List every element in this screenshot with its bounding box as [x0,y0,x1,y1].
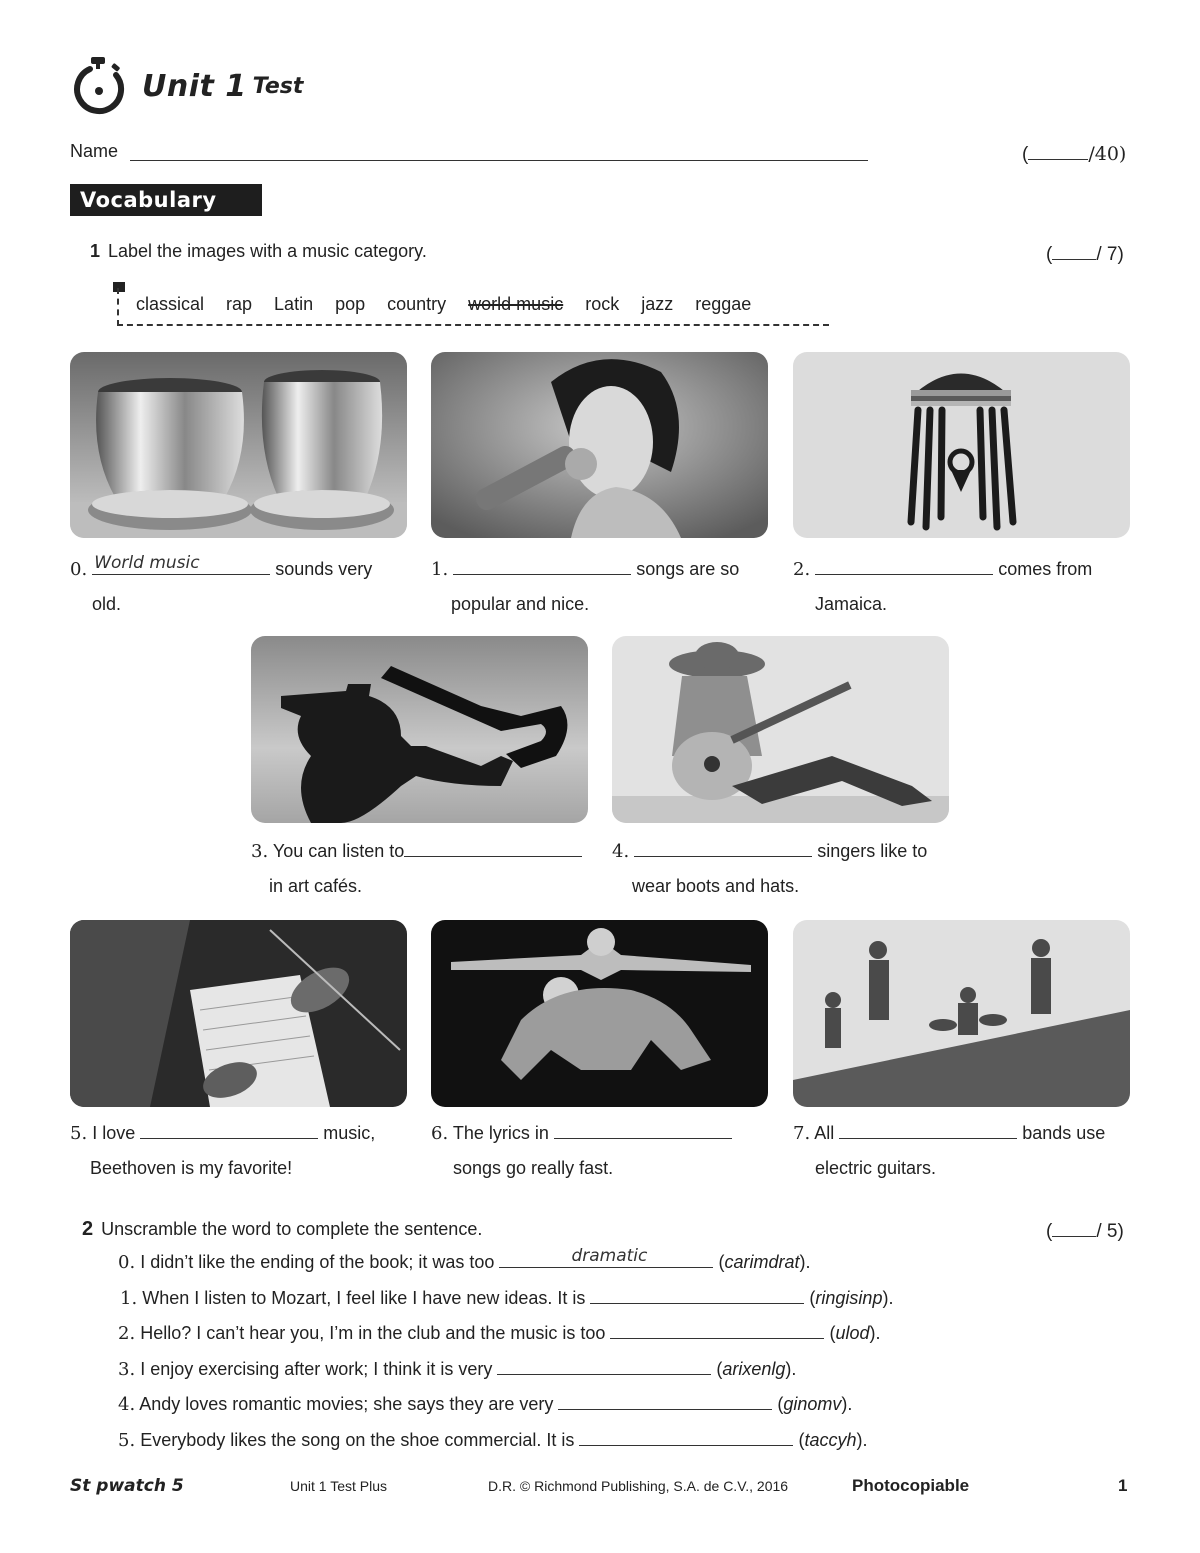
exercise1-instruction: 1 Label the images with a music category. [90,241,427,261]
item-5-blank[interactable] [140,1118,318,1139]
total-score: ( /40) [1022,143,1127,165]
section-title: Vocabulary [70,184,262,216]
word-bank-item: jazz [641,294,674,314]
hip-hop-dancers-image [431,920,768,1107]
word-bank-item-struck: world music [468,294,564,314]
name-field[interactable] [130,160,868,161]
page-header [70,56,303,116]
name-label: Name [70,141,119,161]
word-bank-item: rap [226,294,253,314]
page-title: Unit 1 [142,68,247,104]
stopwatch-icon [70,57,128,115]
word-bank-item: classical [136,294,205,314]
footer-brand-logo: St pwatch 5 [70,1476,184,1496]
word-bank-item: country [387,294,447,314]
item-2-caption: 2. comes from Jamaica. [793,552,1130,622]
word-bank-item: rock [585,294,620,314]
total-score-blank[interactable] [1028,141,1088,160]
exercise2-item-1: 1. When I listen to Mozart, I feel like I have new ideas. It is (ringisinp). [120,1281,893,1317]
exercise2-item-4-blank[interactable] [558,1389,772,1410]
item-6-blank[interactable] [554,1118,732,1139]
exercise2-instruction: 2 Unscramble the word to complete the sentence. [82,1218,483,1240]
item-4-blank[interactable] [634,836,812,857]
country-guitarist-image [612,636,949,823]
exercise2-item-5-blank[interactable] [579,1425,793,1446]
rock-band-silhouette-image [793,920,1130,1107]
exercise2-item-5: 5. Everybody likes the song on the shoe commercial. It is (taccyh). [118,1423,867,1459]
word-bank-item: reggae [695,294,752,314]
exercise2-item-3-blank[interactable] [497,1354,711,1375]
item-6-caption: 6. The lyrics in songs go really fast. [431,1116,768,1186]
word-bank-item: pop [335,294,366,314]
item-2-blank[interactable] [815,554,993,575]
item-3-caption: 3. You can listen to in art cafés. [251,834,588,904]
exercise2-item-3: 3. I enjoy exercising after work; I think it is very (arixenlg). [118,1352,796,1388]
footer-photocopiable: Photocopiable [852,1476,970,1495]
item-7-caption: 7. All bands use electric guitars. [793,1116,1130,1186]
exercise2-score: ( / 5) [1046,1218,1124,1243]
word-bank [136,294,751,315]
item-5-caption: 5. I love music, Beethoven is my favorite! [70,1116,407,1186]
page-number: 1 [1118,1476,1128,1495]
page-subtitle: Test [252,73,304,99]
exercise2-item-2-blank[interactable] [610,1318,824,1339]
exercise2-item-0: 0. I didn’t like the ending of the book; it was too dramatic (carimdrat). [118,1246,811,1273]
exercise1-score: ( / 7) [1046,241,1124,266]
item-3-blank[interactable] [404,836,582,857]
item-4-caption: 4. singers like to wear boots and hats. [612,834,949,904]
item-0-caption: 0. World music sounds very old. [70,553,373,614]
item-0-blank[interactable]: World music [92,554,270,575]
item-1-caption: 1. songs are so popular and nice. [431,552,768,622]
saxophone-silhouette-image [251,636,588,823]
item-1-blank[interactable] [453,554,631,575]
tabla-drums-image [70,352,407,538]
exercise2-item-1-blank[interactable] [590,1283,804,1304]
pop-singer-image [431,352,768,538]
exercise2-item-2: 2. Hello? I can’t hear you, I’m in the club and the music is too (ulod). [118,1316,881,1352]
exercise2-item-0-blank[interactable]: dramatic [499,1247,713,1268]
exercise2-item-4: 4. Andy loves romantic movies; she says they are very (ginomv). [118,1387,852,1423]
item-7-blank[interactable] [839,1118,1017,1139]
word-bank-item: Latin [274,294,314,314]
footer-test-name: Unit 1 Test Plus [290,1478,388,1494]
footer-copyright: D.R. © Richmond Publishing, S.A. de C.V., 2016 [488,1478,789,1494]
reggae-hat-image [793,352,1130,538]
orchestra-violins-image [70,920,407,1107]
